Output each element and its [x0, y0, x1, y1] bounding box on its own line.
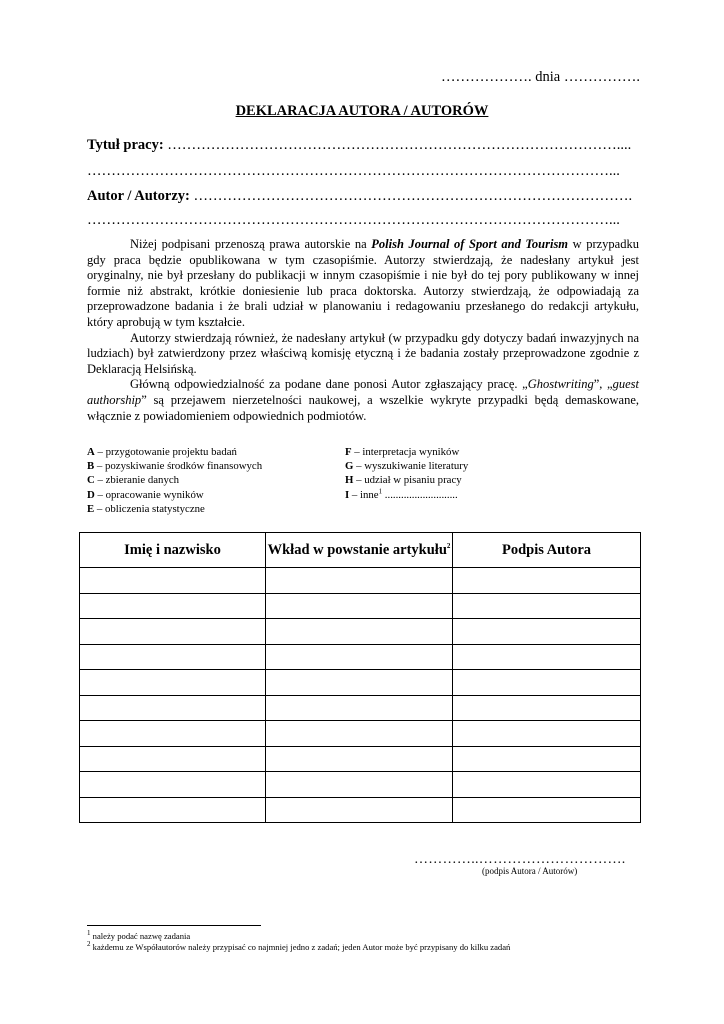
legend-letter: A [87, 446, 95, 458]
name-cell[interactable] [80, 568, 266, 594]
contribution-cell[interactable] [266, 721, 453, 747]
legend-letter: H [345, 474, 354, 487]
table-row [80, 746, 641, 772]
table-row [80, 670, 641, 696]
footnote-ref: 1 [378, 487, 383, 496]
legend-letter: D [87, 488, 95, 501]
legend-text: – udział w pisaniu pracy [353, 474, 462, 487]
footnote-number: 1 [87, 929, 91, 938]
name-cell[interactable] [80, 644, 266, 670]
date-line: ………………. dnia ……………. [441, 69, 640, 85]
legend-item-i [345, 488, 468, 502]
authors-table [79, 532, 641, 823]
footnote-text: każdemu ze Współautorów należy przypisać co najmniej jedno z zadań; jeden Autor może być przypisany do kilku zadań [90, 942, 511, 953]
column-header-signature: Podpis Autora [453, 533, 641, 568]
declaration-text [87, 237, 639, 424]
guest-authorship-term: guest authorship [87, 377, 639, 407]
signature-cell[interactable] [453, 772, 641, 798]
footnote-1 [87, 931, 510, 942]
legend-item-d [87, 488, 262, 502]
p1-text: Niżej podpisani przenoszą prawa autorskie na [130, 237, 372, 251]
document-title: DEKLARACJA AUTORA / AUTORÓW [235, 103, 489, 119]
table-row [80, 797, 641, 823]
contribution-cell[interactable] [266, 797, 453, 823]
signature-cell[interactable] [453, 746, 641, 772]
legend-item-c [87, 473, 262, 487]
footnotes [87, 931, 510, 954]
legend-item-a [87, 445, 262, 459]
legend-item-g [345, 459, 468, 473]
legend-letter: G [345, 460, 354, 473]
contribution-legend-right [345, 445, 468, 502]
legend-text: – opracowanie wyników [94, 488, 204, 501]
title-field-line2: ………………………………………………………………………………………………... [87, 163, 620, 179]
legend-item-b [87, 459, 262, 473]
footnote-ref: 2 [446, 542, 451, 551]
paragraph-copyright [87, 237, 639, 331]
authors-field [87, 188, 632, 205]
signature-cell[interactable] [453, 695, 641, 721]
title-label: Tytuł pracy: [87, 137, 164, 153]
name-cell[interactable] [80, 746, 266, 772]
contribution-cell[interactable] [266, 746, 453, 772]
authors-field-line2: ………………………………………………………………………………………………... [87, 212, 620, 228]
table-row [80, 695, 641, 721]
footnote-text: należy podać nazwę zadania [90, 931, 191, 941]
name-cell[interactable] [80, 670, 266, 696]
legend-letter: B [87, 460, 95, 473]
signature-cell[interactable] [453, 644, 641, 670]
legend-letter: I [345, 488, 350, 501]
legend-text: – pozyskiwanie środków finansowych [94, 460, 263, 473]
table-row [80, 568, 641, 594]
legend-text: – zbieranie danych [94, 474, 180, 487]
paragraph-ethics: Autorzy stwierdzają również, że nadesłany artykuł (w przypadku gdy dotyczy badań inwazyjnych na ludziach) był zatwierdzony przez właściwą komisję etyczną i że badania zostały przeprowadzone zgodnie z Deklaracją Helsińską. [87, 330, 639, 376]
legend-letter: F [345, 446, 352, 458]
table-row [80, 593, 641, 619]
p3-text-cont: ” są przejawem nierzetelności naukowej, a wszelkie wykryte przypadki będą demaskowane, włącznie z powiadomieniem odpowiednich podmiotów. [87, 392, 639, 423]
contribution-header-text: Wkład w powstanie artykułu [267, 542, 447, 558]
title-field [87, 137, 631, 154]
footnote-number: 2 [87, 940, 91, 949]
footnote-2 [87, 942, 510, 953]
paragraph-responsibility [87, 377, 639, 424]
p3-text: Główną odpowiedzialność za podane dane ponosi Autor zgłaszający pracę. „ [130, 377, 528, 392]
legend-text: – obliczenia statystyczne [94, 502, 205, 515]
table-header-row [80, 533, 641, 568]
table-row [80, 772, 641, 798]
authors-label: Autor / Autorzy: [87, 188, 190, 204]
table-row [80, 721, 641, 747]
name-cell[interactable] [80, 721, 266, 747]
column-header-name: Imię i nazwisko [80, 533, 266, 568]
signature-line: …………..…………………………. [414, 852, 626, 867]
contribution-cell[interactable] [266, 695, 453, 721]
name-cell[interactable] [80, 593, 266, 619]
legend-text: – inne [349, 488, 379, 501]
p1-text-cont: w przypadku gdy praca będzie opublikowana w tym czasopiśmie. Autorzy stwierdzają, że nadesłany artykuł jest oryginalny, nie był przesłany do publikacji w innym czasopiśmie i nie był do tej pory publikowany w innej formie niż abstrakt, krótkie doniesienie lub praca doktorska. Autorzy stwierdzają, że odpowiadają za przeprowadzone badania i że brali udział w planowaniu i redagowaniu przesłanego do redakcji artykułu, który aprobują w tym kształcie. [87, 237, 639, 329]
legend-item-h [345, 473, 468, 487]
table-body [80, 568, 641, 823]
legend-item-f [345, 445, 468, 459]
table-row [80, 644, 641, 670]
contribution-cell[interactable] [266, 568, 453, 594]
contribution-cell[interactable] [266, 644, 453, 670]
signature-cell[interactable] [453, 797, 641, 823]
authors-dots: ………………………………………………………………………………. [189, 188, 633, 204]
contribution-cell[interactable] [266, 772, 453, 798]
signature-cell[interactable] [453, 721, 641, 747]
footnote-divider [87, 925, 261, 926]
legend-blank: ........................... [382, 488, 458, 501]
name-cell[interactable] [80, 695, 266, 721]
legend-letter: E [87, 502, 95, 515]
signature-cell[interactable] [453, 619, 641, 645]
column-header-contribution [266, 533, 453, 568]
name-cell[interactable] [80, 797, 266, 823]
legend-text: – wyszukiwanie literatury [353, 460, 469, 473]
legend-text: – przygotowanie projektu badań [94, 446, 237, 458]
contribution-cell[interactable] [266, 670, 453, 696]
contribution-legend-left [87, 445, 262, 516]
contribution-cell[interactable] [266, 593, 453, 619]
ghostwriting-term: Ghostwriting [527, 377, 594, 392]
journal-name: Polish Journal of Sport and Tourism [371, 237, 569, 251]
contribution-cell[interactable] [266, 619, 453, 645]
signature-caption: (podpis Autora / Autorów) [482, 866, 578, 876]
name-cell[interactable] [80, 772, 266, 798]
title-dots: ………………………………………………………………………………….... [163, 137, 632, 153]
signature-cell[interactable] [453, 593, 641, 619]
legend-letter: C [87, 474, 95, 487]
p3-text-sep: ”, „ [593, 377, 613, 392]
legend-item-e [87, 502, 262, 516]
name-cell[interactable] [80, 619, 266, 645]
signature-cell[interactable] [453, 568, 641, 594]
signature-cell[interactable] [453, 670, 641, 696]
table-row [80, 619, 641, 645]
legend-text: – interpretacja wyników [351, 446, 460, 458]
